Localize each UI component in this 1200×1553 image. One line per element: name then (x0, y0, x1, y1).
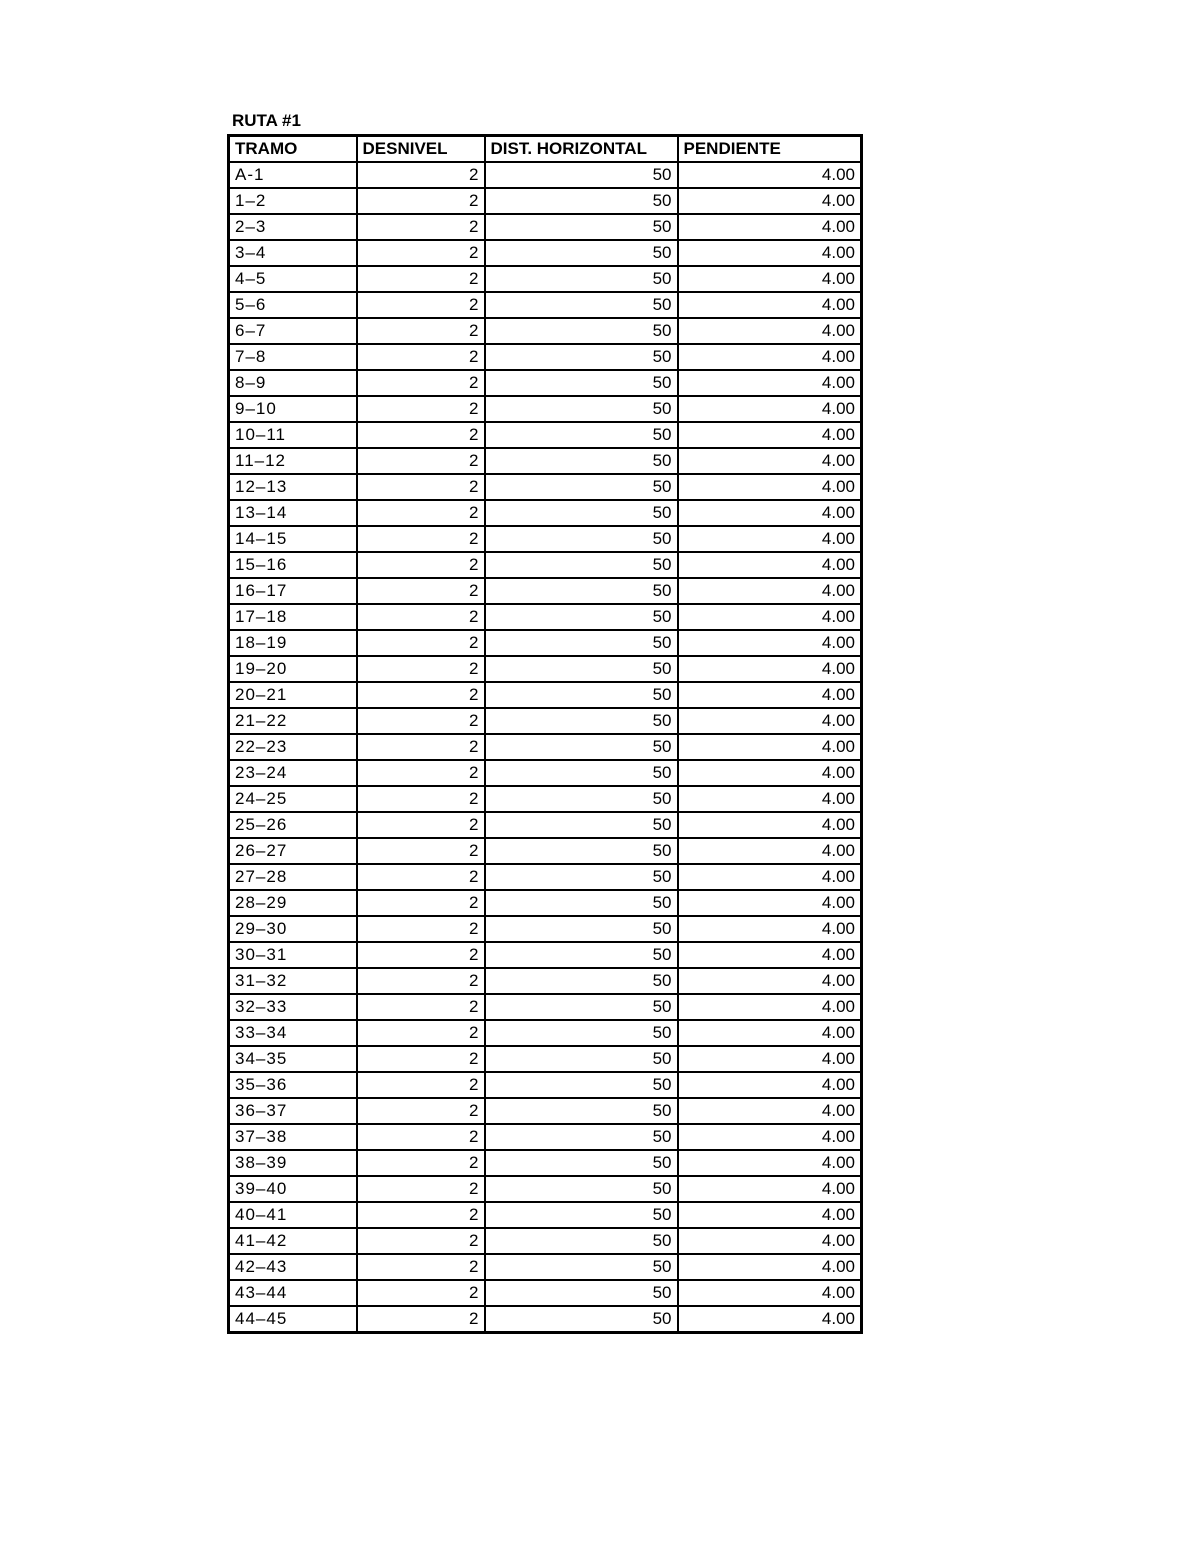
cell-dist-horizontal: 50 (485, 1072, 678, 1098)
cell-pendiente: 4.00 (678, 1280, 862, 1306)
cell-desnivel: 2 (357, 474, 485, 500)
cell-tramo: 15–16 (229, 552, 357, 578)
cell-tramo: 38–39 (229, 1150, 357, 1176)
cell-dist-horizontal: 50 (485, 448, 678, 474)
table-row (229, 890, 862, 916)
cell-dist-horizontal: 50 (485, 1046, 678, 1072)
cell-tramo: 7–8 (229, 344, 357, 370)
table-row (229, 864, 862, 890)
cell-desnivel: 2 (357, 1020, 485, 1046)
table-row (229, 1020, 862, 1046)
cell-desnivel: 2 (357, 1046, 485, 1072)
cell-pendiente: 4.00 (678, 1124, 862, 1150)
cell-dist-horizontal: 50 (485, 1202, 678, 1228)
cell-tramo: 14–15 (229, 526, 357, 552)
cell-pendiente: 4.00 (678, 812, 862, 838)
cell-dist-horizontal: 50 (485, 1020, 678, 1046)
cell-dist-horizontal: 50 (485, 578, 678, 604)
header-row (229, 136, 862, 163)
cell-pendiente: 4.00 (678, 214, 862, 240)
cell-dist-horizontal: 50 (485, 682, 678, 708)
table-row (229, 838, 862, 864)
cell-pendiente: 4.00 (678, 240, 862, 266)
cell-pendiente: 4.00 (678, 552, 862, 578)
cell-pendiente: 4.00 (678, 1254, 862, 1280)
cell-pendiente: 4.00 (678, 266, 862, 292)
table-row (229, 188, 862, 214)
cell-tramo: 28–29 (229, 890, 357, 916)
table-header (229, 136, 862, 163)
cell-desnivel: 2 (357, 890, 485, 916)
cell-tramo: 13–14 (229, 500, 357, 526)
cell-tramo: 23–24 (229, 760, 357, 786)
cell-desnivel: 2 (357, 552, 485, 578)
route-table (227, 134, 863, 1334)
table-row (229, 526, 862, 552)
cell-dist-horizontal: 50 (485, 396, 678, 422)
table-row (229, 1124, 862, 1150)
cell-dist-horizontal: 50 (485, 786, 678, 812)
table-row (229, 1176, 862, 1202)
cell-pendiente: 4.00 (678, 760, 862, 786)
table-row (229, 474, 862, 500)
cell-pendiente: 4.00 (678, 838, 862, 864)
cell-desnivel: 2 (357, 188, 485, 214)
table-row (229, 1072, 862, 1098)
table-row (229, 812, 862, 838)
table-row (229, 604, 862, 630)
cell-dist-horizontal: 50 (485, 292, 678, 318)
cell-desnivel: 2 (357, 1176, 485, 1202)
cell-tramo: 8–9 (229, 370, 357, 396)
cell-desnivel: 2 (357, 604, 485, 630)
cell-desnivel: 2 (357, 422, 485, 448)
cell-tramo: 4–5 (229, 266, 357, 292)
cell-tramo: 17–18 (229, 604, 357, 630)
cell-pendiente: 4.00 (678, 1046, 862, 1072)
cell-pendiente: 4.00 (678, 864, 862, 890)
table-row (229, 1306, 862, 1333)
table-row (229, 916, 862, 942)
cell-pendiente: 4.00 (678, 500, 862, 526)
cell-tramo: 34–35 (229, 1046, 357, 1072)
cell-dist-horizontal: 50 (485, 214, 678, 240)
cell-pendiente: 4.00 (678, 474, 862, 500)
cell-tramo: 24–25 (229, 786, 357, 812)
cell-tramo: 42–43 (229, 1254, 357, 1280)
cell-desnivel: 2 (357, 734, 485, 760)
cell-desnivel: 2 (357, 916, 485, 942)
cell-tramo: 40–41 (229, 1202, 357, 1228)
cell-desnivel: 2 (357, 760, 485, 786)
cell-pendiente: 4.00 (678, 318, 862, 344)
cell-desnivel: 2 (357, 396, 485, 422)
table-row (229, 162, 862, 188)
cell-desnivel: 2 (357, 500, 485, 526)
cell-pendiente: 4.00 (678, 1072, 862, 1098)
cell-pendiente: 4.00 (678, 448, 862, 474)
cell-tramo: 29–30 (229, 916, 357, 942)
table-row (229, 344, 862, 370)
table-row (229, 630, 862, 656)
cell-dist-horizontal: 50 (485, 916, 678, 942)
cell-dist-horizontal: 50 (485, 188, 678, 214)
cell-desnivel: 2 (357, 682, 485, 708)
cell-desnivel: 2 (357, 1228, 485, 1254)
cell-desnivel: 2 (357, 1098, 485, 1124)
table-row (229, 682, 862, 708)
cell-pendiente: 4.00 (678, 708, 862, 734)
cell-dist-horizontal: 50 (485, 1150, 678, 1176)
cell-tramo: 12–13 (229, 474, 357, 500)
cell-pendiente: 4.00 (678, 734, 862, 760)
cell-tramo: 37–38 (229, 1124, 357, 1150)
cell-tramo: A-1 (229, 162, 357, 188)
cell-dist-horizontal: 50 (485, 1280, 678, 1306)
cell-desnivel: 2 (357, 240, 485, 266)
cell-pendiente: 4.00 (678, 890, 862, 916)
cell-tramo: 2–3 (229, 214, 357, 240)
cell-dist-horizontal: 50 (485, 968, 678, 994)
cell-dist-horizontal: 50 (485, 812, 678, 838)
cell-dist-horizontal: 50 (485, 994, 678, 1020)
cell-pendiente: 4.00 (678, 656, 862, 682)
cell-pendiente: 4.00 (678, 630, 862, 656)
cell-pendiente: 4.00 (678, 1202, 862, 1228)
cell-pendiente: 4.00 (678, 162, 862, 188)
cell-dist-horizontal: 50 (485, 604, 678, 630)
cell-dist-horizontal: 50 (485, 864, 678, 890)
table-row (229, 448, 862, 474)
table-row (229, 266, 862, 292)
table-body (229, 162, 862, 1333)
cell-desnivel: 2 (357, 838, 485, 864)
table-row (229, 656, 862, 682)
cell-pendiente: 4.00 (678, 786, 862, 812)
cell-dist-horizontal: 50 (485, 838, 678, 864)
header-pendiente: PENDIENTE (678, 136, 862, 163)
cell-desnivel: 2 (357, 162, 485, 188)
cell-desnivel: 2 (357, 526, 485, 552)
cell-desnivel: 2 (357, 812, 485, 838)
cell-tramo: 22–23 (229, 734, 357, 760)
table-row (229, 760, 862, 786)
cell-tramo: 18–19 (229, 630, 357, 656)
cell-tramo: 19–20 (229, 656, 357, 682)
cell-dist-horizontal: 50 (485, 474, 678, 500)
cell-desnivel: 2 (357, 786, 485, 812)
cell-dist-horizontal: 50 (485, 500, 678, 526)
table-row (229, 968, 862, 994)
cell-desnivel: 2 (357, 994, 485, 1020)
cell-tramo: 1–2 (229, 188, 357, 214)
cell-desnivel: 2 (357, 292, 485, 318)
cell-pendiente: 4.00 (678, 344, 862, 370)
cell-dist-horizontal: 50 (485, 344, 678, 370)
cell-dist-horizontal: 50 (485, 552, 678, 578)
cell-pendiente: 4.00 (678, 994, 862, 1020)
cell-pendiente: 4.00 (678, 968, 862, 994)
table-row (229, 708, 862, 734)
cell-dist-horizontal: 50 (485, 1098, 678, 1124)
cell-dist-horizontal: 50 (485, 760, 678, 786)
table-row (229, 240, 862, 266)
cell-desnivel: 2 (357, 1150, 485, 1176)
cell-dist-horizontal: 50 (485, 1306, 678, 1333)
table-row (229, 422, 862, 448)
cell-tramo: 20–21 (229, 682, 357, 708)
table-row (229, 786, 862, 812)
table-row (229, 994, 862, 1020)
cell-tramo: 5–6 (229, 292, 357, 318)
header-tramo: TRAMO (229, 136, 357, 163)
table-row (229, 1228, 862, 1254)
cell-pendiente: 4.00 (678, 942, 862, 968)
cell-desnivel: 2 (357, 1280, 485, 1306)
cell-dist-horizontal: 50 (485, 162, 678, 188)
cell-pendiente: 4.00 (678, 1150, 862, 1176)
cell-desnivel: 2 (357, 370, 485, 396)
cell-pendiente: 4.00 (678, 1098, 862, 1124)
sheet-title: RUTA #1 (232, 111, 301, 130)
table-row (229, 1254, 862, 1280)
cell-desnivel: 2 (357, 864, 485, 890)
table-row (229, 214, 862, 240)
header-dist-horizontal: DIST. HORIZONTAL (485, 136, 678, 163)
table-row (229, 1202, 862, 1228)
cell-tramo: 10–11 (229, 422, 357, 448)
cell-desnivel: 2 (357, 318, 485, 344)
cell-dist-horizontal: 50 (485, 526, 678, 552)
cell-pendiente: 4.00 (678, 682, 862, 708)
cell-desnivel: 2 (357, 578, 485, 604)
cell-pendiente: 4.00 (678, 1306, 862, 1333)
cell-desnivel: 2 (357, 708, 485, 734)
cell-tramo: 6–7 (229, 318, 357, 344)
cell-dist-horizontal: 50 (485, 630, 678, 656)
cell-desnivel: 2 (357, 942, 485, 968)
cell-desnivel: 2 (357, 630, 485, 656)
cell-pendiente: 4.00 (678, 188, 862, 214)
cell-dist-horizontal: 50 (485, 240, 678, 266)
table-row (229, 1150, 862, 1176)
cell-tramo: 11–12 (229, 448, 357, 474)
cell-desnivel: 2 (357, 214, 485, 240)
cell-tramo: 16–17 (229, 578, 357, 604)
cell-tramo: 31–32 (229, 968, 357, 994)
header-desnivel: DESNIVEL (357, 136, 485, 163)
cell-dist-horizontal: 50 (485, 370, 678, 396)
cell-pendiente: 4.00 (678, 526, 862, 552)
cell-desnivel: 2 (357, 968, 485, 994)
cell-dist-horizontal: 50 (485, 890, 678, 916)
cell-tramo: 35–36 (229, 1072, 357, 1098)
cell-dist-horizontal: 50 (485, 1124, 678, 1150)
cell-tramo: 25–26 (229, 812, 357, 838)
cell-tramo: 43–44 (229, 1280, 357, 1306)
cell-dist-horizontal: 50 (485, 708, 678, 734)
cell-desnivel: 2 (357, 448, 485, 474)
table-row (229, 292, 862, 318)
cell-tramo: 44–45 (229, 1306, 357, 1333)
cell-tramo: 21–22 (229, 708, 357, 734)
cell-pendiente: 4.00 (678, 370, 862, 396)
table-row (229, 318, 862, 344)
cell-pendiente: 4.00 (678, 292, 862, 318)
cell-tramo: 9–10 (229, 396, 357, 422)
cell-dist-horizontal: 50 (485, 942, 678, 968)
cell-desnivel: 2 (357, 656, 485, 682)
cell-pendiente: 4.00 (678, 422, 862, 448)
cell-desnivel: 2 (357, 1306, 485, 1333)
table-row (229, 552, 862, 578)
cell-desnivel: 2 (357, 1072, 485, 1098)
cell-dist-horizontal: 50 (485, 318, 678, 344)
cell-pendiente: 4.00 (678, 1020, 862, 1046)
cell-tramo: 32–33 (229, 994, 357, 1020)
table-row (229, 942, 862, 968)
cell-pendiente: 4.00 (678, 396, 862, 422)
cell-desnivel: 2 (357, 266, 485, 292)
cell-tramo: 26–27 (229, 838, 357, 864)
cell-dist-horizontal: 50 (485, 422, 678, 448)
cell-desnivel: 2 (357, 344, 485, 370)
cell-dist-horizontal: 50 (485, 266, 678, 292)
cell-tramo: 3–4 (229, 240, 357, 266)
table-row (229, 396, 862, 422)
cell-desnivel: 2 (357, 1254, 485, 1280)
cell-dist-horizontal: 50 (485, 1176, 678, 1202)
cell-dist-horizontal: 50 (485, 1228, 678, 1254)
table-row (229, 1280, 862, 1306)
table-row (229, 370, 862, 396)
cell-desnivel: 2 (357, 1124, 485, 1150)
cell-dist-horizontal: 50 (485, 656, 678, 682)
cell-tramo: 30–31 (229, 942, 357, 968)
cell-dist-horizontal: 50 (485, 734, 678, 760)
cell-tramo: 27–28 (229, 864, 357, 890)
cell-dist-horizontal: 50 (485, 1254, 678, 1280)
cell-pendiente: 4.00 (678, 604, 862, 630)
table-row (229, 1098, 862, 1124)
table-row (229, 500, 862, 526)
cell-tramo: 36–37 (229, 1098, 357, 1124)
table-row (229, 734, 862, 760)
cell-pendiente: 4.00 (678, 578, 862, 604)
table-row (229, 578, 862, 604)
cell-desnivel: 2 (357, 1202, 485, 1228)
cell-pendiente: 4.00 (678, 916, 862, 942)
cell-tramo: 33–34 (229, 1020, 357, 1046)
table-row (229, 1046, 862, 1072)
cell-pendiente: 4.00 (678, 1228, 862, 1254)
cell-pendiente: 4.00 (678, 1176, 862, 1202)
cell-tramo: 41–42 (229, 1228, 357, 1254)
cell-tramo: 39–40 (229, 1176, 357, 1202)
